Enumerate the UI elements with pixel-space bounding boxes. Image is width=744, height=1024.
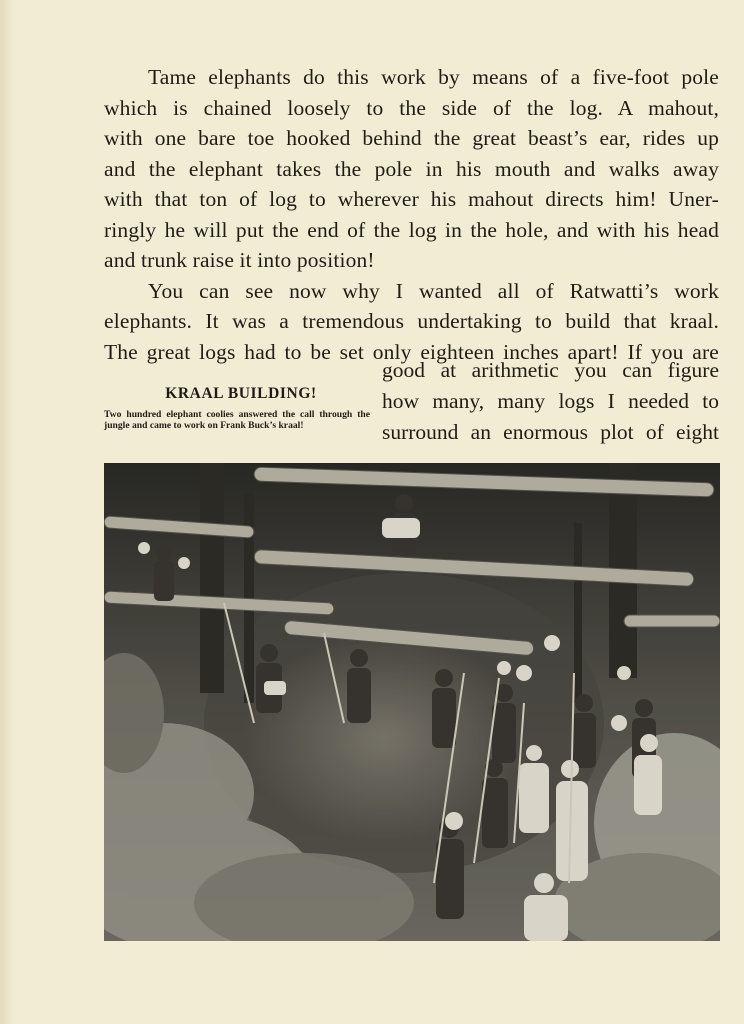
text-line: surround an enormous plot of eight bbox=[382, 420, 719, 444]
text-line: good at arithmetic you can figure bbox=[382, 358, 719, 382]
text-line: The great logs had to be set only eighteen inches apart! If you are bbox=[104, 339, 719, 364]
kraal-building-photo bbox=[104, 463, 720, 941]
paragraph-2-continued bbox=[382, 355, 719, 448]
photo-illustration bbox=[104, 463, 720, 941]
text-line: and trunk raise it into position! bbox=[104, 248, 375, 272]
page-edge bbox=[0, 0, 14, 1024]
text-line: ringly he will put the end of the log in the hole, and with his head bbox=[104, 217, 719, 242]
caption-text: Two hundred elephant coolies answered the call through the jungle and came to work on Frank Buck’s kraal! bbox=[104, 409, 370, 431]
text-line: elephants. It was a tremendous undertaking to build that kraal. bbox=[104, 309, 719, 333]
paragraph-2 bbox=[104, 276, 719, 368]
photo-caption bbox=[104, 385, 370, 431]
caption-title: KRAAL BUILDING! bbox=[165, 385, 317, 402]
body-text bbox=[104, 62, 719, 367]
text-line: how many, many logs I needed to bbox=[382, 389, 719, 413]
paragraph-1 bbox=[104, 62, 719, 276]
text-line: which is chained loosely to the side of the log. A mahout, bbox=[104, 95, 719, 120]
text-line: and the elephant takes the pole in his mouth and walks away bbox=[104, 156, 719, 181]
text-line: Tame elephants do this work by means of a five-foot pole bbox=[148, 65, 719, 89]
text-line: You can see now why I wanted all of Ratwatti’s work bbox=[148, 278, 719, 303]
text-line: with one bare toe hooked behind the great beast’s ear, rides up bbox=[104, 126, 719, 150]
text-line: with that ton of log to wherever his mahout directs him! Uner- bbox=[104, 187, 719, 211]
